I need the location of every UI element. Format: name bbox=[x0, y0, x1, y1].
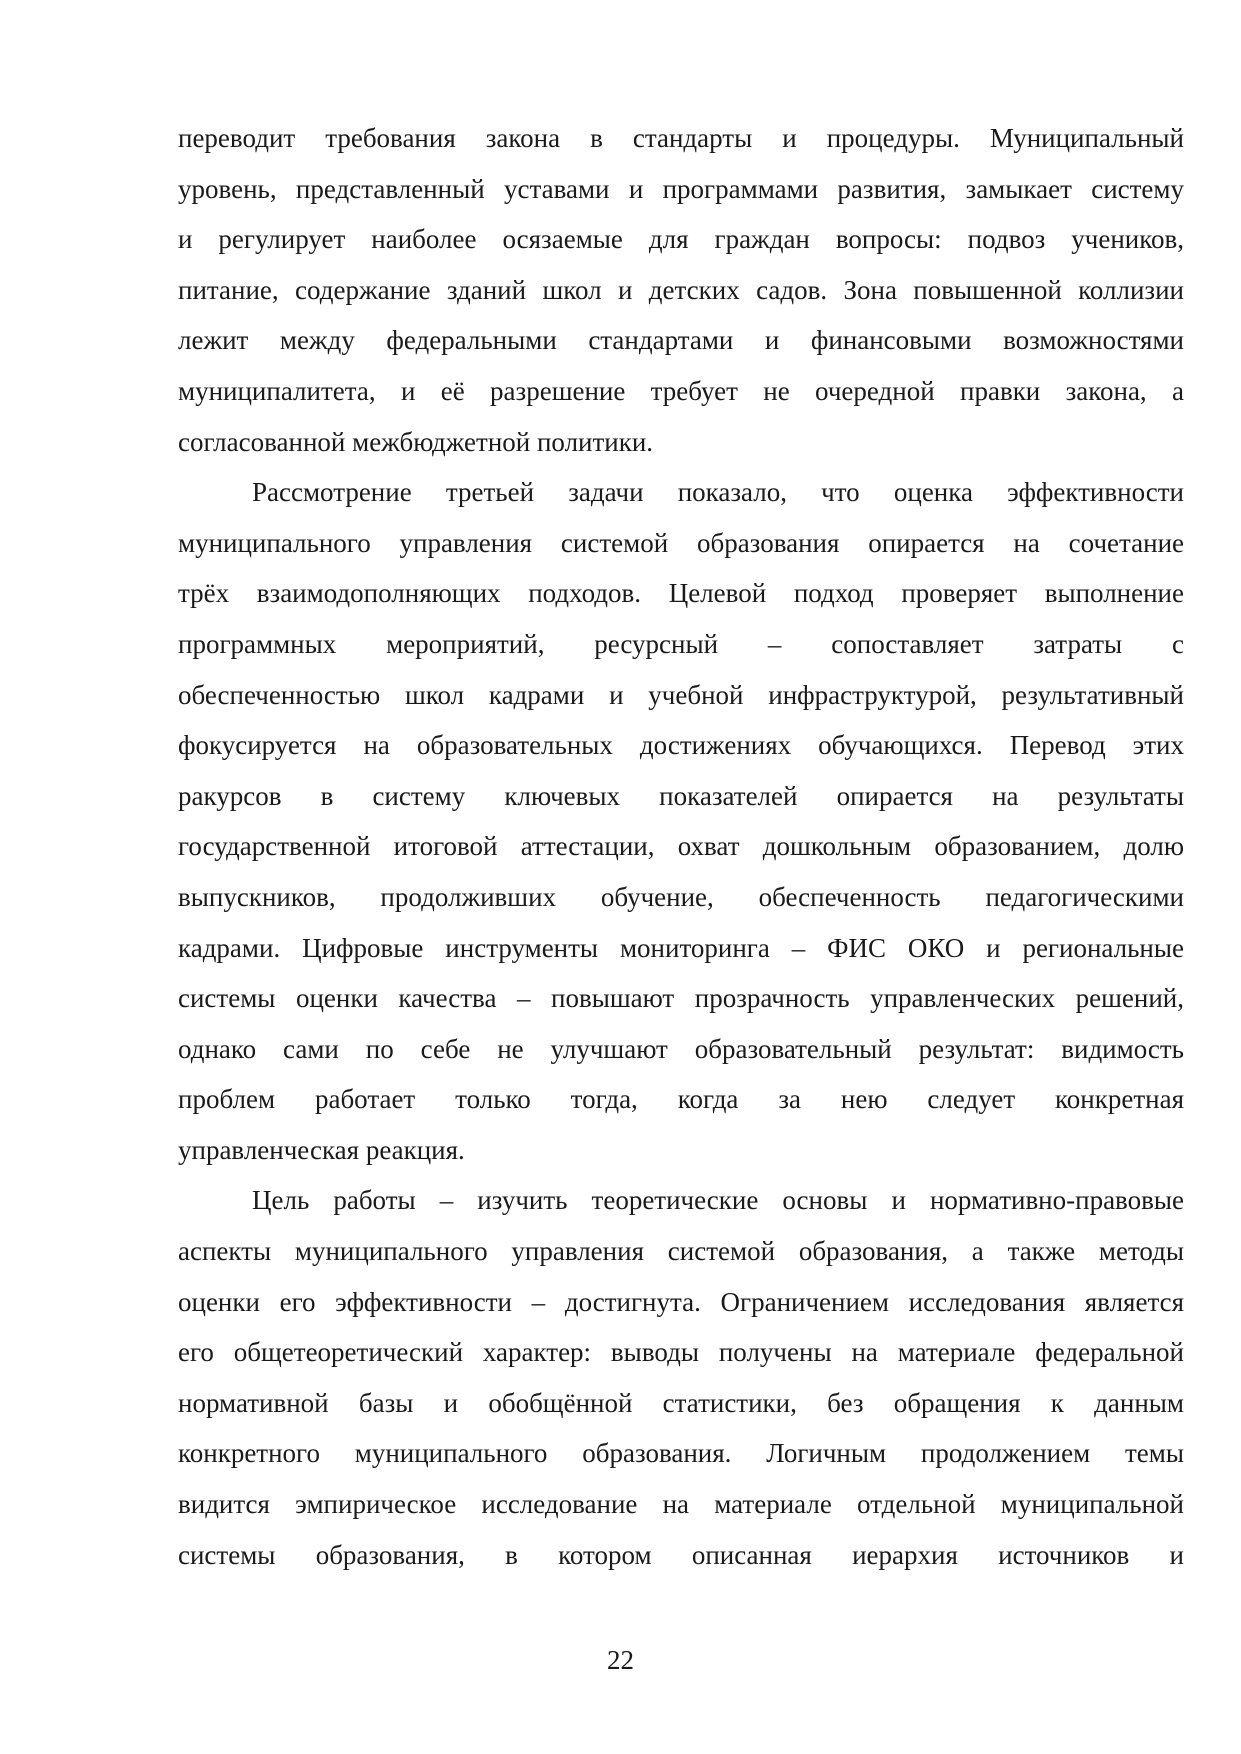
paragraph-first-line: Рассмотрение третьей задачи показало, что оценка эффективности bbox=[252, 477, 1184, 508]
text-line: управленческая реакция. bbox=[178, 1134, 465, 1165]
paragraph-first-line: Цель работы – изучить теоретические основы и нормативно-правовые bbox=[252, 1185, 1184, 1216]
text-line: лежит между федеральными стандартами и финансовыми возможностями bbox=[178, 325, 1184, 356]
page-body bbox=[178, 113, 1184, 1580]
text-line: кадрами. Цифровые инструменты мониторинга – ФИС ОКО и региональные bbox=[178, 932, 1184, 963]
text-line: ракурсов в систему ключевых показателей опирается на результаты bbox=[178, 780, 1184, 811]
text-line: аспекты муниципального управления системой образования, а также методы bbox=[178, 1236, 1184, 1267]
text-line: питание, содержание зданий школ и детских садов. Зона повышенной коллизии bbox=[178, 274, 1184, 305]
text-line: переводит требования закона в стандарты и процедуры. Муниципальный bbox=[178, 123, 1184, 153]
text-line: его общетеоретический характер: выводы получены на материале федеральной bbox=[178, 1337, 1184, 1368]
text-line: программных мероприятий, ресурсный – сопоставляет затраты с bbox=[178, 628, 1184, 659]
text-line: согласованной межбюджетной политики. bbox=[178, 426, 654, 457]
text-line: уровень, представленный уставами и программами развития, замыкает систему bbox=[178, 173, 1184, 204]
text-line: видится эмпирическое исследование на материале отдельной муниципальной bbox=[178, 1489, 1184, 1520]
text-line: фокусируется на образовательных достижениях обучающихся. Перевод этих bbox=[178, 730, 1184, 761]
text-line: нормативной базы и обобщённой статистики, без обращения к данным bbox=[178, 1387, 1184, 1418]
text-line: системы оценки качества – повышают прозрачность управленческих решений, bbox=[178, 983, 1184, 1014]
text-line: однако сами по себе не улучшают образовательный результат: видимость bbox=[178, 1033, 1184, 1064]
text-line: государственной итоговой аттестации, охват дошкольным образованием, долю bbox=[178, 831, 1184, 862]
text-line: системы образования, в котором описанная иерархия источников и bbox=[178, 1539, 1184, 1570]
text-line: проблем работает только тогда, когда за нею следует конкретная bbox=[178, 1084, 1184, 1115]
text-line: трёх взаимодополняющих подходов. Целевой подход проверяет выполнение bbox=[178, 578, 1184, 609]
page-number: 22 bbox=[607, 1645, 634, 1675]
text-line: выпускников, продолживших обучение, обеспеченность педагогическими bbox=[178, 881, 1184, 912]
text-line: оценки его эффективности – достигнута. Ограничением исследования является bbox=[178, 1286, 1184, 1317]
text-line: муниципального управления системой образования опирается на сочетание bbox=[178, 527, 1184, 558]
text-line: обеспеченностью школ кадрами и учебной инфраструктурой, результативный bbox=[178, 679, 1184, 710]
text-line: муниципалитета, и её разрешение требует не очередной правки закона, а bbox=[178, 375, 1184, 406]
text-line: конкретного муниципального образования. Логичным продолжением темы bbox=[178, 1438, 1184, 1469]
text-line: и регулирует наиболее осязаемые для граждан вопросы: подвоз учеников, bbox=[178, 224, 1184, 255]
